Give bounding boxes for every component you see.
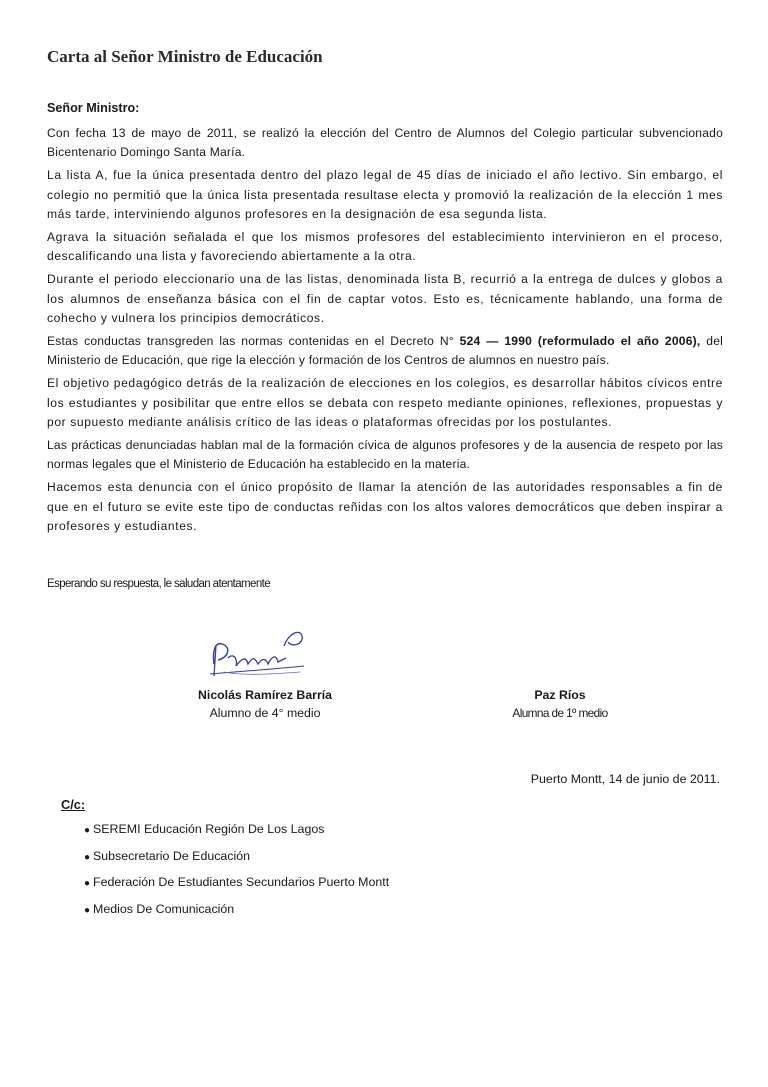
signer-paz <box>480 686 640 722</box>
cc-item-text: SEREMI Educación Región De Los Lagos <box>93 822 325 836</box>
cc-item-text: Medios De Comunicación <box>93 901 235 916</box>
cc-item <box>84 822 389 849</box>
handwritten-signature <box>204 614 308 680</box>
bullet-icon: ● <box>84 904 91 916</box>
paragraph: La lista A, fue la única presentada dentro del plazo legal de 45 días de iniciado el año lectivo. Sin embargo, el colegio no permitió que la única lista presentada resultase electa y promovió la realización de la elección 1 mes más tarde, interviniendo algunos profesores en la designación de esa segunda lista. <box>47 168 723 221</box>
paragraph: Las prácticas denunciadas hablan mal de la formación cívica de algunos profesores y de la ausencia de respeto por las normas legales que el Ministerio de Educación ha establecido en la materia. <box>47 438 723 472</box>
signer-name: Nicolás Ramírez Barría <box>198 688 332 702</box>
greeting: Señor Ministro: <box>47 101 140 115</box>
closing-line: Esperando su respuesta, le saludan atentamente <box>47 578 271 590</box>
cc-item <box>84 875 389 902</box>
decree-text-after: del Ministerio de Educación, que rige la elección y formación de los Centros de alumnos en nuestro país. <box>47 334 724 368</box>
cc-item <box>84 849 389 876</box>
bullet-icon: ● <box>84 825 91 836</box>
cc-item-text: Federación De Estudiantes Secundarios Puerto Montt <box>93 875 390 889</box>
paragraph: El objetivo pedagógico detrás de la realización de elecciones en los colegios, es desarrollar hábitos cívicos entre los estudiantes y posibilitar que entre ellos se debata con respeto mediante opiniones, reflexiones, propuestas y por supuesto mediante análisis crítico de las ideas o plataformas ofrecidas por los postulantes. <box>47 376 723 429</box>
signer-role: Alumno de 4° medio <box>209 706 321 720</box>
bullet-icon: ● <box>84 851 91 863</box>
decree-text-before: Estas conductas transgreden las normas contenidas en el Decreto N° <box>47 334 460 349</box>
paragraph: Durante el periodo eleccionario una de las listas, denominada lista B, recurrió a la entrega de dulces y globos a los alumnos de enseñanza básica con el fin de captar votos. Esto es, técnicamente hablando, una forma de cohecho y vulnera los principios democráticos. <box>47 272 723 325</box>
cc-label: C/c: <box>61 797 86 812</box>
paragraph: Hacemos esta denuncia con el único propósito de llamar la atención de las autoridades responsables a fin de que en el futuro se evite este tipo de conductas reñidas con los altos valores democráticos que deben inspirar a profesores y estudiantes. <box>47 480 723 533</box>
letter-body <box>47 124 723 540</box>
paragraph: Agrava la situación señalada el que los mismos profesores del establecimiento intervinieron en el proceso, descalificando una lista y favoreciendo abiertamente a la otra. <box>47 230 723 264</box>
signer-role: Alumna de 1º medio <box>512 706 608 720</box>
decree-number: 524 — 1990 (reformulado el año 2006), <box>459 334 701 349</box>
signer-nicolas <box>175 686 355 722</box>
cc-item-text: Subsecretario De Educación <box>93 848 251 863</box>
cc-list <box>84 822 389 928</box>
letter-title: Carta al Señor Ministro de Educación <box>47 47 323 66</box>
paragraph-decree <box>47 332 723 370</box>
signer-name: Paz Ríos <box>534 688 586 702</box>
bullet-icon: ● <box>84 878 91 889</box>
cc-item <box>84 902 389 929</box>
paragraph: Con fecha 13 de mayo de 2011, se realizó la elección del Centro de Alumnos del Colegio particular subvencionado Bicentenario Domingo Santa María. <box>47 126 723 160</box>
place-date: Puerto Montt, 14 de junio de 2011. <box>530 772 720 786</box>
